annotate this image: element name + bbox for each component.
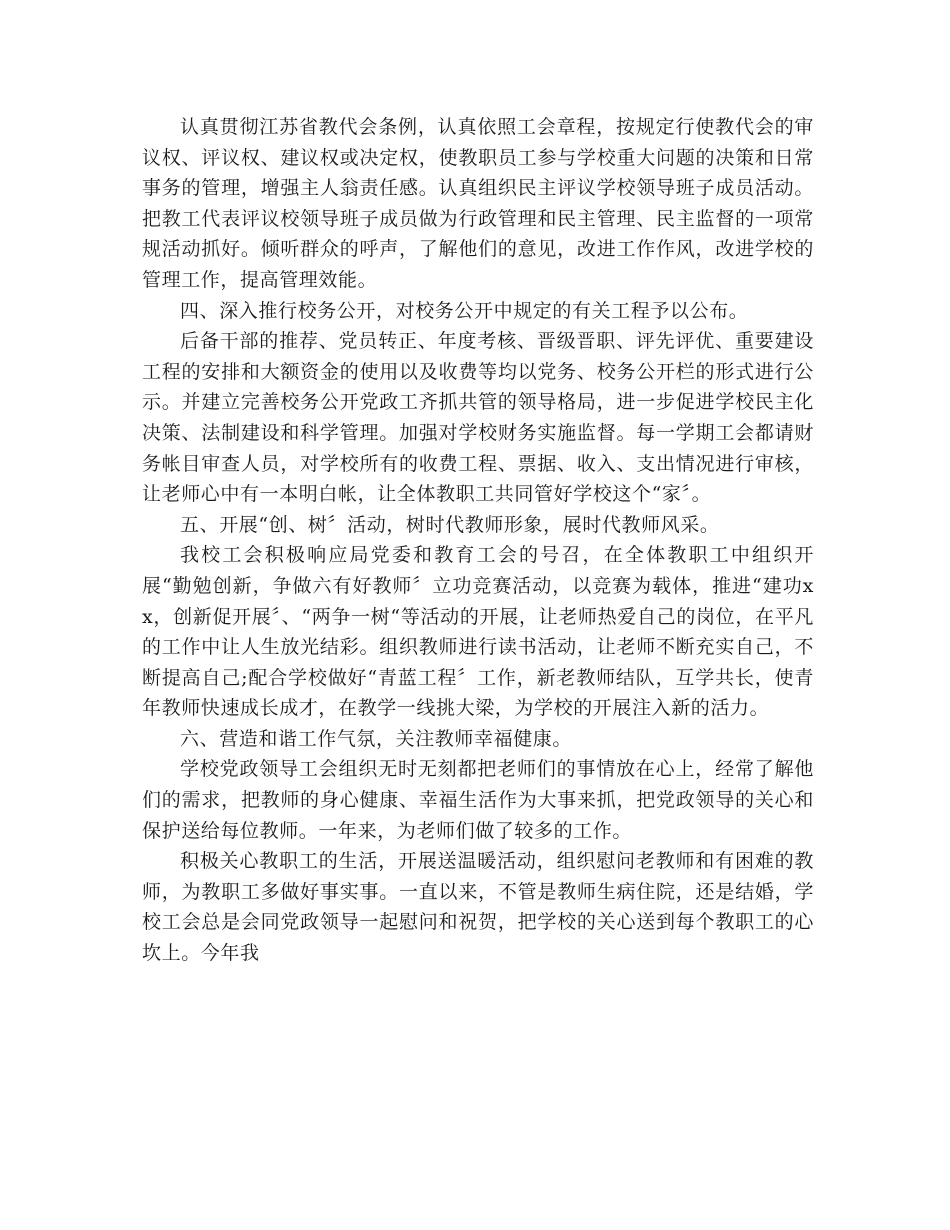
paragraph-2: 后备干部的推荐、党员转正、年度考核、晋级晋职、评先评优、重要建设工程的安排和大额资金的使用以及收费等均以党务、校务公开栏的形式进行公示。并建立完善校务公开党政工齐抓共管的领导格局，进一步促进学校民主化决策、法制建设和科学管理。加强对学校财务实施监督。每一学期工会都请财务帐目审查人员，对学校所有的收费工程、票据、收入、支出情况进行审核，让老师心中有一本明白帐，让全体教职工共同管好学校这个“家〞。	[142, 330, 814, 506]
section-heading-6: 六、营造和谐工作气氛，关注教师幸福健康。	[180, 727, 573, 750]
section-heading-5: 五、开展“创、树〞活动，树时代教师形象，展时代教师风采。	[180, 513, 720, 536]
paragraph-4: 学校党政领导工会组织无时无刻都把老师们的事情放在心上，经常了解他们的需求，把教师的身心健康、幸福生活作为大事来抓，把党政领导的关心和保护送给每位教师。一年来，为老师们做了较多的工作。	[142, 758, 814, 842]
document-page	[142, 112, 814, 969]
paragraph-3: 我校工会积极响应局党委和教育工会的号召，在全体教职工中组织开展“勤勉创新，争做六有好教师〞立功竞赛活动，以竞赛为载体，推进“建功xx，创新促开展〞、“两争一树“等活动的开展，让老师热爱自己的岗位，在平凡的工作中让人生放光结彩。组织教师进行读书活动，让老师不断充实自己，不断提高自己;配合学校做好“青蓝工程〞工作，新老教师结队，互学共长，使青年教师快速成长成才，在教学一线挑大梁，为学校的开展注入新的活力。	[142, 544, 814, 720]
paragraph-5: 积极关心教职工的生活，开展送温暖活动，组织慰问老教师和有困难的教师，为教职工多做好事实事。一直以来，不管是教师生病住院，还是结婚，学校工会总是会同党政领导一起慰问和祝贺，把学校的关心送到每个教职工的心坎上。今年我	[142, 850, 814, 965]
paragraph-1: 认真贯彻江苏省教代会条例，认真依照工会章程，按规定行使教代会的审议权、评议权、建议权或决定权，使教职员工参与学校重大问题的决策和日常事务的管理，增强主人翁责任感。认真组织民主评议学校领导班子成员活动。把教工代表评议校领导班子成员做为行政管理和民主管理、民主监督的一项常规活动抓好。倾听群众的呼声，了解他们的意见，改进工作作风，改进学校的管理工作，提高管理效能。	[142, 116, 814, 291]
section-heading-4: 四、深入推行校务公开，对校务公开中规定的有关工程予以公布。	[180, 299, 749, 322]
